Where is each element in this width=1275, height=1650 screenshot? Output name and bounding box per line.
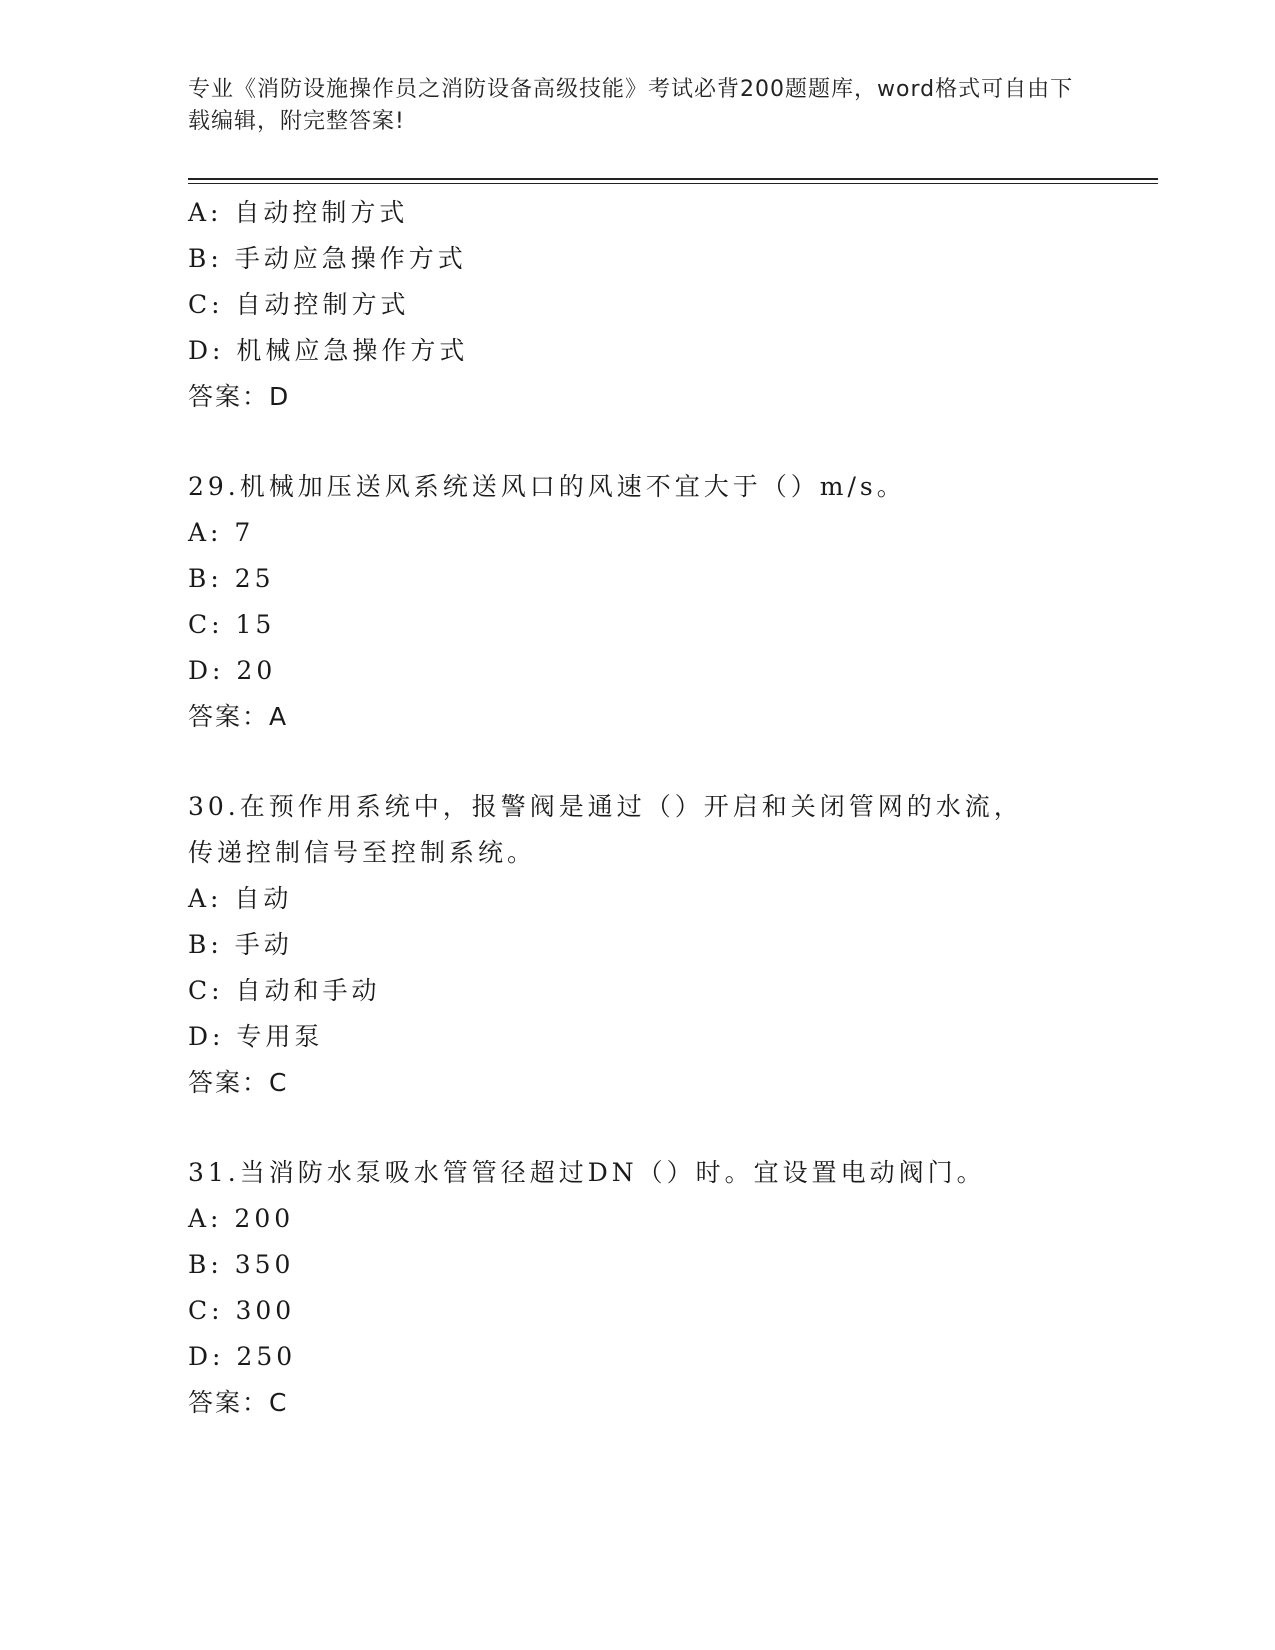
- answer-line: 答案：C: [188, 1388, 289, 1417]
- option-d: D: 250: [188, 1342, 297, 1371]
- option-b: B: 手动: [188, 930, 293, 959]
- option-d: D: 20: [188, 656, 277, 685]
- option-b: B: 350: [188, 1250, 295, 1279]
- option-c: C: 15: [188, 610, 276, 639]
- option-a: A: 7: [188, 518, 255, 547]
- header-divider: [188, 178, 1158, 184]
- spacer: [188, 420, 1088, 464]
- spacer: [188, 740, 1088, 784]
- option-b: B: 手动应急操作方式: [188, 244, 467, 273]
- answer-line: 答案：C: [188, 1068, 289, 1097]
- option-b: B: 25: [188, 564, 275, 593]
- question-block-31: [188, 1150, 1088, 1426]
- answer-line: 答案：D: [188, 382, 291, 411]
- option-a: A: 200: [188, 1204, 295, 1233]
- option-c: C: 自动控制方式: [188, 290, 410, 319]
- option-d: D: 机械应急操作方式: [188, 336, 469, 365]
- answer-line: 答案：A: [188, 702, 289, 731]
- option-a: A: 自动控制方式: [188, 198, 409, 227]
- question-block-30: [188, 784, 1088, 1106]
- option-a: A: 自动: [188, 884, 293, 913]
- option-c: C: 300: [188, 1296, 296, 1325]
- option-d: D: 专用泵: [188, 1022, 324, 1051]
- question-content: [188, 190, 1088, 1426]
- question-text: 30.在预作用系统中，报警阀是通过（）开启和关闭管网的水流，传递控制信号至控制系统。: [188, 792, 1023, 867]
- spacer: [188, 1106, 1088, 1150]
- question-block-29: [188, 464, 1088, 740]
- question-text: 31.当消防水泵吸水管管径超过DN（）时。宜设置电动阀门。: [188, 1158, 986, 1187]
- document-header: 专业《消防设施操作员之消防设备高级技能》考试必背200题题库，word格式可自由下载编辑，附完整答案!: [188, 77, 1074, 134]
- question-block-28: [188, 190, 1088, 420]
- question-text: 29.机械加压送风系统送风口的风速不宜大于（）m/s。: [188, 472, 906, 501]
- option-c: C: 自动和手动: [188, 976, 381, 1005]
